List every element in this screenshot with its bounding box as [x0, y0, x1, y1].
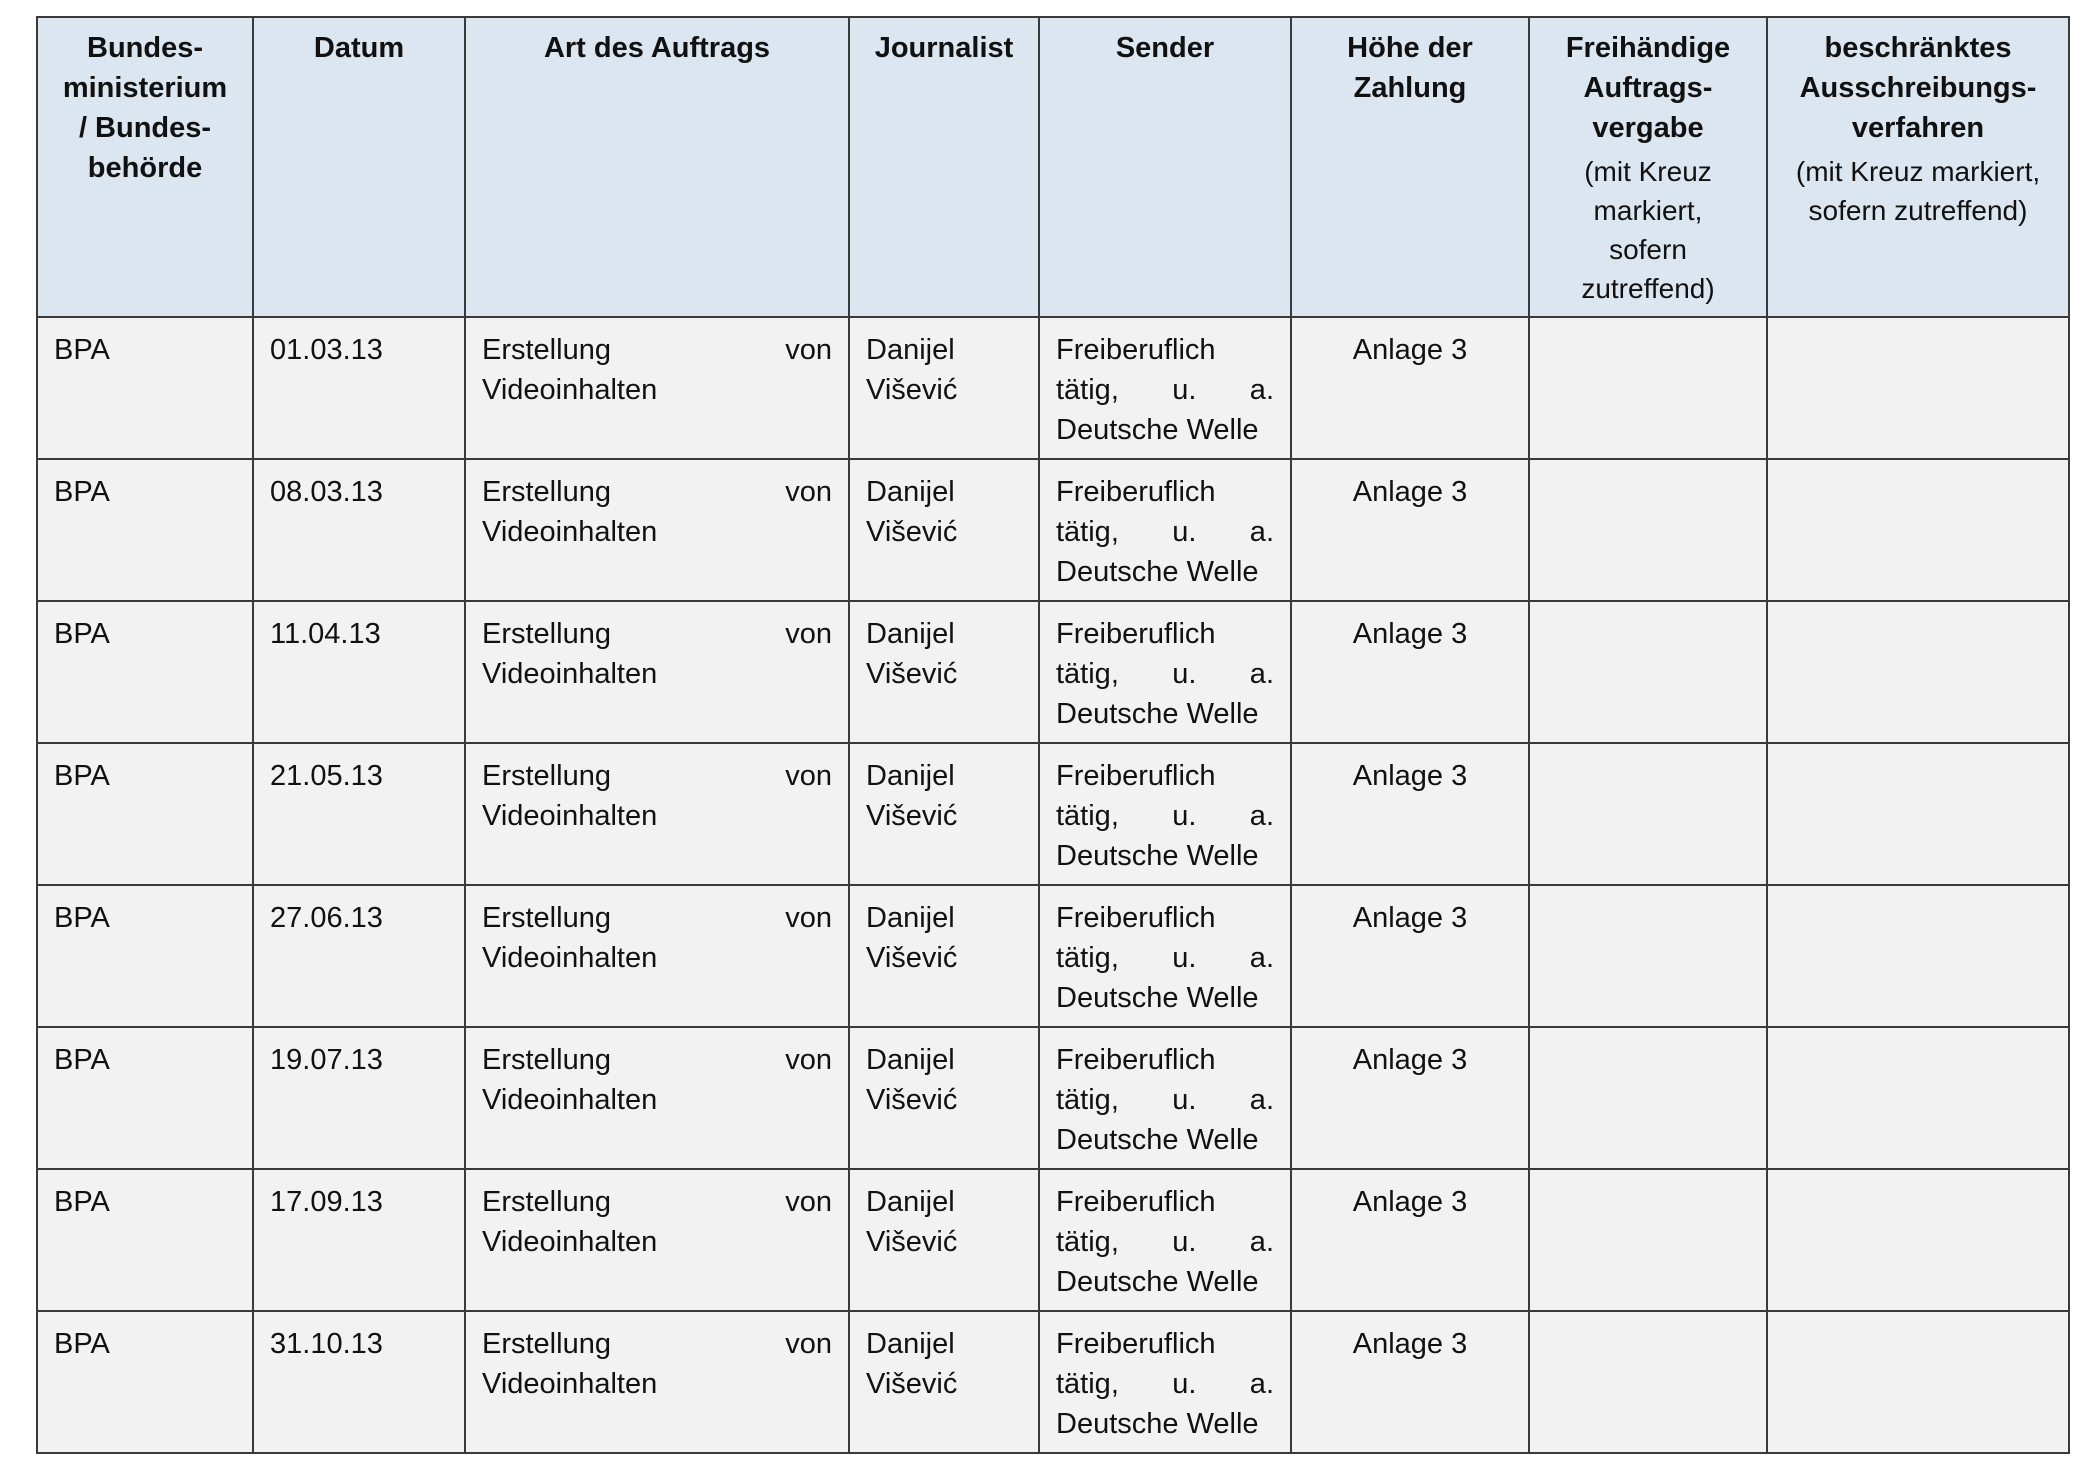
cell-freihaendig [1529, 743, 1767, 885]
cell-zahlung: Anlage 3 [1291, 743, 1529, 885]
header-sender-label: Sender [1115, 32, 1215, 64]
cell-behoerde: BPA [37, 1311, 253, 1453]
cell-art: Erstellung von Videoinhalten [465, 1027, 849, 1169]
cell-art: Erstellung von Videoinhalten [465, 1169, 849, 1311]
cell-zahlung: Anlage 3 [1291, 459, 1529, 601]
cell-datum: 17.09.13 [253, 1169, 465, 1311]
cell-beschraenkt [1767, 459, 2069, 601]
cell-datum: 11.04.13 [253, 601, 465, 743]
cell-beschraenkt [1767, 1027, 2069, 1169]
header-journalist [849, 17, 1039, 317]
cell-behoerde: BPA [37, 601, 253, 743]
cell-beschraenkt [1767, 885, 2069, 1027]
header-beschraenkt-note: (mit Kreuz markiert, sofern zutreffend) [1795, 156, 2041, 226]
cell-behoerde: BPA [37, 885, 253, 1027]
cell-behoerde: BPA [37, 1169, 253, 1311]
table-row [37, 601, 2069, 743]
cell-behoerde: BPA [37, 317, 253, 459]
cell-beschraenkt [1767, 601, 2069, 743]
cell-freihaendig [1529, 1169, 1767, 1311]
header-art [465, 17, 849, 317]
cell-art: Erstellung von Videoinhalten [465, 1311, 849, 1453]
cell-datum: 19.07.13 [253, 1027, 465, 1169]
document-page [36, 16, 2070, 1454]
cell-journalist: Danijel Višević [849, 885, 1039, 1027]
cell-freihaendig [1529, 885, 1767, 1027]
cell-art: Erstellung von Videoinhalten [465, 885, 849, 1027]
table-row [37, 743, 2069, 885]
cell-journalist: Danijel Višević [849, 317, 1039, 459]
cell-journalist: Danijel Višević [849, 1311, 1039, 1453]
header-zahlung-label: Höhe der Zahlung [1347, 32, 1473, 104]
table-row [37, 885, 2069, 1027]
cell-sender: Freiberuflich tätig, u. a. Deutsche Welle [1039, 743, 1291, 885]
cell-datum: 27.06.13 [253, 885, 465, 1027]
cell-datum: 21.05.13 [253, 743, 465, 885]
cell-art: Erstellung von Videoinhalten [465, 743, 849, 885]
cell-beschraenkt [1767, 1169, 2069, 1311]
cell-beschraenkt [1767, 1311, 2069, 1453]
cell-journalist: Danijel Višević [849, 743, 1039, 885]
cell-sender: Freiberuflich tätig, u. a. Deutsche Welle [1039, 885, 1291, 1027]
header-freihaendig [1529, 17, 1767, 317]
cell-beschraenkt [1767, 317, 2069, 459]
cell-datum: 08.03.13 [253, 459, 465, 601]
cell-sender: Freiberuflich tätig, u. a. Deutsche Welle [1039, 1027, 1291, 1169]
cell-art: Erstellung von Videoinhalten [465, 459, 849, 601]
table-row [37, 1027, 2069, 1169]
header-datum-label: Datum [313, 32, 405, 64]
cell-sender: Freiberuflich tätig, u. a. Deutsche Welle [1039, 601, 1291, 743]
cell-zahlung: Anlage 3 [1291, 1027, 1529, 1169]
cell-freihaendig [1529, 1311, 1767, 1453]
header-datum [253, 17, 465, 317]
header-row [37, 17, 2069, 317]
table-row [37, 1311, 2069, 1453]
cell-zahlung: Anlage 3 [1291, 885, 1529, 1027]
header-freihaendig-note: (mit Kreuz markiert, sofern zutreffend) [1581, 156, 1715, 304]
cell-behoerde: BPA [37, 1027, 253, 1169]
cell-freihaendig [1529, 1027, 1767, 1169]
table-row [37, 459, 2069, 601]
header-freihaendig-label: Freihändige Auftrags-vergabe [1565, 32, 1731, 144]
cell-sender: Freiberuflich tätig, u. a. Deutsche Welle [1039, 317, 1291, 459]
cell-zahlung: Anlage 3 [1291, 601, 1529, 743]
cell-sender: Freiberuflich tätig, u. a. Deutsche Welle [1039, 459, 1291, 601]
cell-beschraenkt [1767, 743, 2069, 885]
cell-sender: Freiberuflich tätig, u. a. Deutsche Welle [1039, 1169, 1291, 1311]
cell-zahlung: Anlage 3 [1291, 317, 1529, 459]
header-sender [1039, 17, 1291, 317]
cell-journalist: Danijel Višević [849, 459, 1039, 601]
header-journalist-label: Journalist [874, 32, 1014, 64]
cell-journalist: Danijel Višević [849, 1169, 1039, 1311]
table-row [37, 317, 2069, 459]
cell-zahlung: Anlage 3 [1291, 1311, 1529, 1453]
cell-freihaendig [1529, 317, 1767, 459]
cell-datum: 31.10.13 [253, 1311, 465, 1453]
table-row [37, 1169, 2069, 1311]
cell-behoerde: BPA [37, 743, 253, 885]
cell-art: Erstellung von Videoinhalten [465, 317, 849, 459]
header-zahlung [1291, 17, 1529, 317]
cell-freihaendig [1529, 459, 1767, 601]
header-behoerde-label: Bundes-ministerium / Bundes-behörde [62, 32, 228, 184]
cell-journalist: Danijel Višević [849, 1027, 1039, 1169]
cell-datum: 01.03.13 [253, 317, 465, 459]
cell-behoerde: BPA [37, 459, 253, 601]
auftrags-table [36, 16, 2070, 1454]
header-art-label: Art des Auftrags [543, 32, 771, 64]
cell-journalist: Danijel Višević [849, 601, 1039, 743]
header-beschraenkt-label: beschränktes Ausschreibungs-verfahren [1799, 32, 2037, 144]
table-body [37, 317, 2069, 1453]
cell-art: Erstellung von Videoinhalten [465, 601, 849, 743]
cell-sender: Freiberuflich tätig, u. a. Deutsche Welle [1039, 1311, 1291, 1453]
header-beschraenkt [1767, 17, 2069, 317]
cell-freihaendig [1529, 601, 1767, 743]
header-behoerde [37, 17, 253, 317]
cell-zahlung: Anlage 3 [1291, 1169, 1529, 1311]
